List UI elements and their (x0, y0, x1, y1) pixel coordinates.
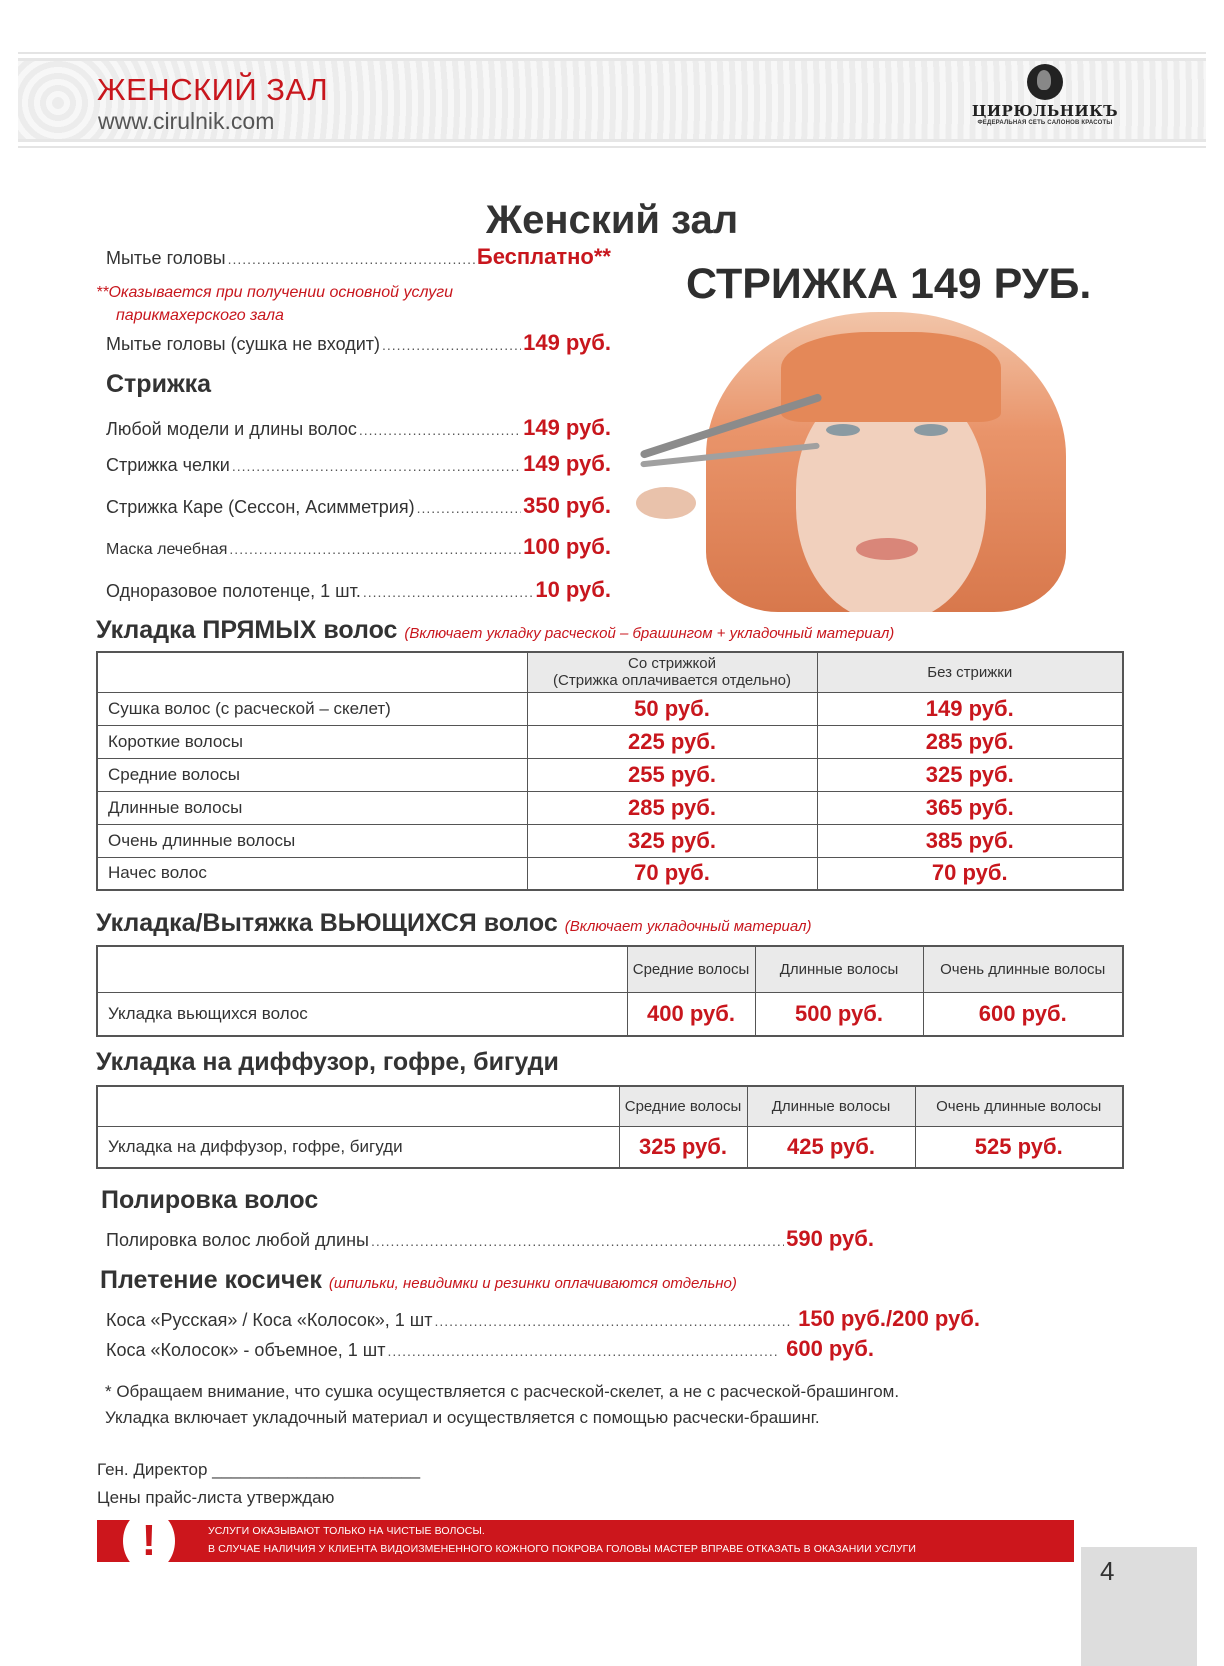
model-photo (636, 312, 1106, 612)
page-number-box (1081, 1547, 1197, 1666)
header-title: ЖЕНСКИЙ ЗАЛ (97, 72, 329, 107)
service-price: 600 руб. (786, 1336, 874, 1361)
service-price: 149 руб. (523, 415, 611, 440)
leader-dots (387, 1343, 778, 1359)
service-label: Стрижка челки (106, 455, 230, 475)
section-title-curly (96, 909, 812, 938)
table-row: Укладка вьющихся волос 400 руб. 500 руб. 600 руб. (97, 992, 1123, 1036)
leader-dots (228, 251, 475, 267)
section-title-straight (96, 616, 894, 645)
price-line (106, 534, 611, 560)
col-header-long: Длинные волосы (755, 946, 923, 992)
col-header-very-long: Очень длинные волосы (923, 946, 1123, 992)
promo-headline: СТРИЖКА 149 РУБ. (686, 260, 1092, 308)
wash-note-line1: **Оказывается при получении основной услуги (96, 284, 454, 301)
section-subtitle: (Включает укладку расческой – брашингом + укладочный материал) (404, 625, 895, 642)
straight-hair-table (96, 651, 1124, 891)
leader-dots (363, 584, 534, 600)
section-title-polish (101, 1186, 318, 1215)
leader-dots (417, 500, 522, 516)
col-header-very-long: Очень длинные волосы (915, 1086, 1123, 1126)
page-title: Женский зал (486, 198, 739, 242)
brand-logo (960, 64, 1130, 140)
price-line (106, 330, 611, 356)
price-line (106, 1226, 874, 1252)
leader-dots (435, 1313, 791, 1329)
section-subtitle: (шпильки, невидимки и резинки оплачиваются отдельно) (328, 1275, 737, 1292)
section-title-text: Укладка ПРЯМЫХ волос (96, 616, 398, 644)
service-price: 150 руб./200 руб. (798, 1306, 980, 1331)
section-subtitle: (Включает укладочный материал) (564, 918, 812, 935)
leader-dots (359, 422, 521, 438)
price-line (106, 1306, 980, 1332)
wash-note-line2: парикмахерского зала (116, 307, 284, 324)
header-url: www.cirulnik.com (98, 108, 275, 134)
service-price: 10 руб. (535, 577, 611, 602)
section-title-text: Полировка волос (101, 1186, 319, 1214)
header-rule-top (18, 52, 1206, 54)
logo-tagline: ФЕДЕРАЛЬНАЯ СЕТЬ САЛОНОВ КРАСОТЫ (977, 120, 1113, 126)
service-label: Одноразовое полотенце, 1 шт. (106, 581, 361, 601)
service-price: 149 руб. (523, 451, 611, 476)
section-title-text: Плетение косичек (100, 1266, 322, 1294)
warning-line1: УСЛУГИ ОКАЗЫВАЮТ ТОЛЬКО НА ЧИСТЫЕ ВОЛОСЫ. (208, 1525, 485, 1537)
section-title-haircut (106, 370, 211, 399)
table-row: Средние волосы 255 руб. 325 руб. (97, 758, 1123, 791)
service-label: Любой модели и длины волос (106, 419, 357, 439)
service-label: Коса «Русская» / Коса «Колосок», 1 шт (106, 1310, 433, 1330)
section-title-braids (100, 1266, 737, 1295)
service-label: Полировка волос любой длины (106, 1230, 369, 1250)
service-price: 100 руб. (523, 534, 611, 559)
service-price: Бесплатно** (476, 244, 611, 269)
table-row: Сушка волос (с расческой – скелет) 50 руб. 149 руб. (97, 692, 1123, 725)
section-title-text: Укладка на диффузор, гофре, бигуди (96, 1048, 559, 1076)
header-rule-bottom (18, 146, 1206, 148)
price-line (106, 415, 611, 441)
section-title-text: Стрижка (106, 370, 212, 398)
section-title-text: Укладка/Вытяжка ВЬЮЩИХСЯ волос (96, 909, 558, 937)
col-header-long: Длинные волосы (747, 1086, 915, 1126)
service-label: Мытье головы (сушка не входит) (106, 334, 381, 354)
table-row: Очень длинные волосы 325 руб. 385 руб. (97, 824, 1123, 857)
service-price: 350 руб. (523, 493, 611, 518)
col-header-medium: Средние волосы (627, 946, 755, 992)
col-header-medium: Средние волосы (619, 1086, 747, 1126)
table-row: Длинные волосы 285 руб. 365 руб. (97, 791, 1123, 824)
col-header-without-cut: Без стрижки (817, 652, 1123, 692)
page-number: 4 (1100, 1556, 1115, 1586)
exclamation-icon: ! (141, 1516, 157, 1565)
leader-dots (232, 458, 521, 474)
logo-name: ЦИРЮЛЬНИКЪ (971, 102, 1119, 120)
leader-dots (229, 541, 521, 557)
service-label: Коса «Колосок» - объемное, 1 шт (106, 1340, 386, 1360)
price-line (106, 577, 611, 603)
leader-dots (371, 1233, 784, 1249)
footnote-line1: * Обращаем внимание, что сушка осуществляется с расческой-скелет, а не с расческой-брашингом. (105, 1382, 900, 1401)
price-line (106, 493, 611, 519)
col-header-with-cut: Со стрижкой (Стрижка оплачивается отдельно) (527, 652, 817, 692)
service-label: Мытье головы (106, 248, 226, 268)
section-title-diffuser (96, 1048, 559, 1077)
price-line (106, 451, 611, 477)
price-line (106, 244, 611, 270)
table-row: Короткие волосы 225 руб. 285 руб. (97, 725, 1123, 758)
curly-hair-table (96, 945, 1124, 1037)
signature-director: Ген. Директор ______________________ (97, 1460, 421, 1479)
service-label: Стрижка Каре (Сессон, Асимметрия) (106, 497, 415, 517)
leader-dots (382, 337, 521, 353)
footnote-line2: Укладка включает укладочный материал и осуществляется с помощью расчески-брашинг. (105, 1408, 820, 1427)
table-row: Начес волос 70 руб. 70 руб. (97, 857, 1123, 890)
logo-portrait-icon (1027, 64, 1063, 100)
service-price: 149 руб. (523, 330, 611, 355)
service-label: Маска лечебная (106, 541, 228, 558)
table-row: Укладка на диффузор, гофре, бигуди 325 руб. 425 руб. 525 руб. (97, 1126, 1123, 1168)
service-price: 590 руб. (786, 1226, 874, 1251)
signature-approve: Цены прайс-листа утверждаю (97, 1488, 335, 1507)
price-line (106, 1336, 874, 1362)
diffuser-table (96, 1085, 1124, 1169)
warning-line2: В СЛУЧАЕ НАЛИЧИЯ У КЛИЕНТА ВИДОИЗМЕНЕННОГО КОЖНОГО ПОКРОВА ГОЛОВЫ МАСТЕР ВПРАВЕ ОТКАЗАТЬ В ОКАЗАНИИ УСЛУГИ (208, 1543, 917, 1555)
